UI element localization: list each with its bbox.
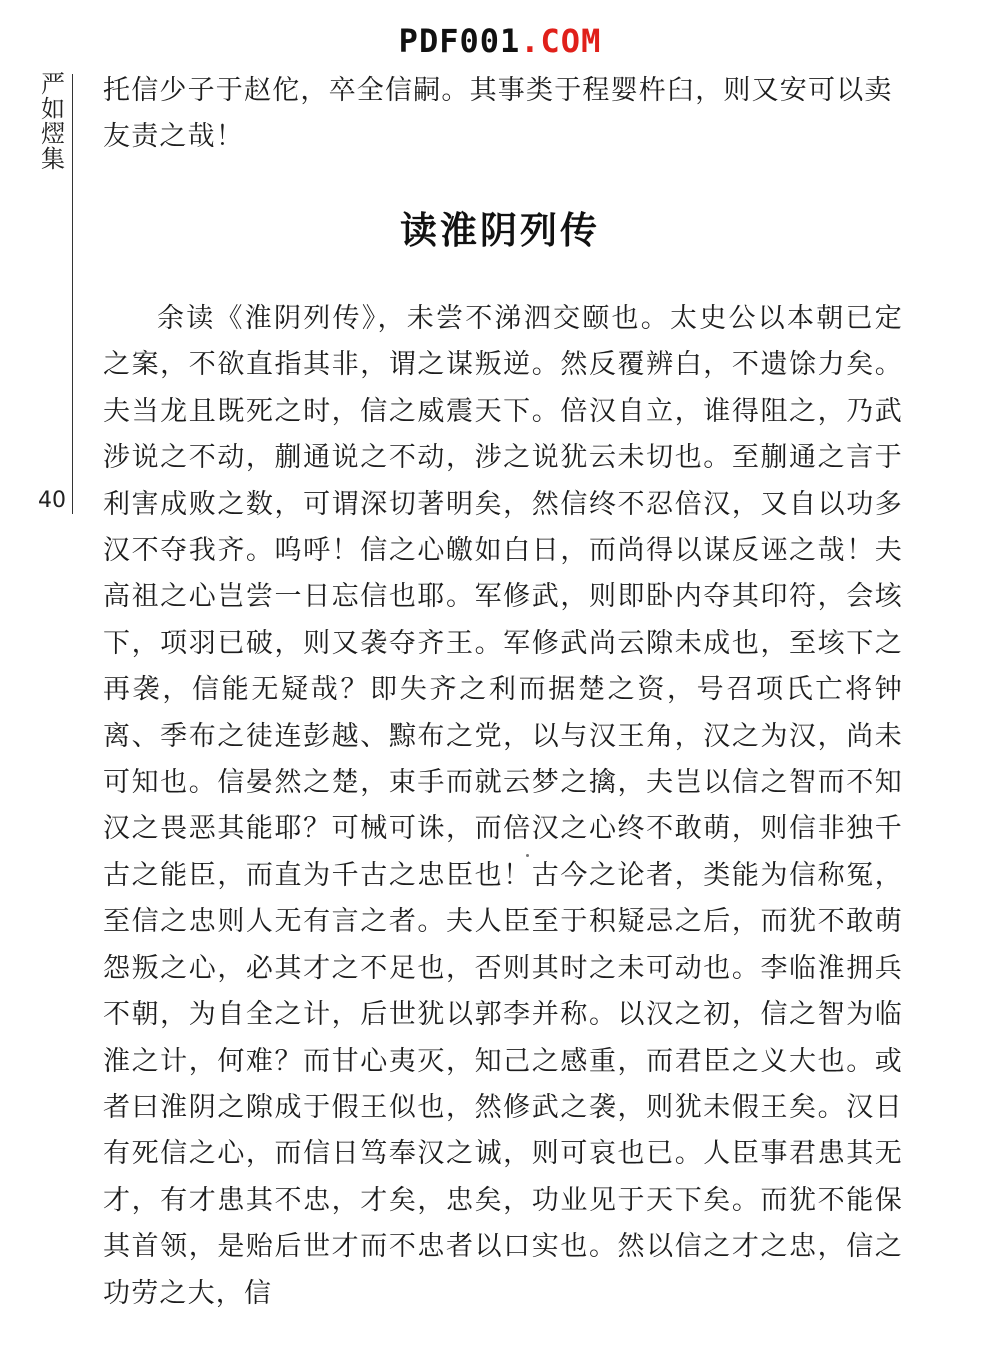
running-head-char: 集 [41,145,65,173]
running-head-char: 如 [41,95,65,123]
body-paragraph: 余读《淮阴列传》，未尝不涕泗交颐也。太史公以本朝已定之案，不欲直指其非，谓之谋叛逆。然反覆辨白，不遗馀力矣。夫当龙且既死之时，信之威震天下。倍汉自立，谁得阻之，乃武涉说之不动，蒯通说之不动，涉之说犹云未切也。至蒯通之言于利害成败之数，可谓深切著明矣，然信终不忍倍汉，又自以功多汉不夺我齐。呜呼！信之心皦如白日，而尚得以谋反诬之哉！夫高祖之心岂尝一日忘信也耶。军修武，则即卧内夺其印符，会垓下，项羽已破，则又袭夺齐王。军修武尚云隙未成也，至垓下之再袭，信能无疑哉？即失齐之利而据楚之资，号召项氏亡将钟离、季布之徒连彭越、黥布之党，以与汉王角，汉之为汉，尚未可知也。信晏然之楚，束手而就云梦之擒，夫岂以信之智而不知汉之畏恶其能耶？可械可诛，而倍汉之心终不敢萌，则信非独千古之能臣，而直为千古之忠臣也！古今之论者，类能为信称冤，至信之忠则人无有言之者。夫人臣至于积疑忌之后，而犹不敢萌怨叛之心，必其才之不足也，否则其时之未可动也。李临淮拥兵不朝，为自全之计，后世犹以郭李并称。以汉之初，信之智为临淮之计，何难？而甘心夷灭，知己之感重，而君臣之义大也。或者曰淮阴之隙成于假王似也，然修武之袭，则犹未假王矣。汉日有死信之心，而信日笃奉汉之诚，则可哀也已。人臣事君患其无才，有才患其不忠，才矣，忠矣，功业见于天下矣。而犹不能保其首领，是贻后世才而不忠者以口实也。然以信之才之忠，信之功劳之大，信 [103,303,903,1309]
page-number: 40 [38,488,66,513]
watermark-prefix: PDF001 [398,22,521,60]
running-head-char: 严 [41,70,65,98]
watermark-dot-com: .COM [520,22,602,60]
watermark-logo [0,22,1000,60]
continuation-paragraph: 托信少子于赵佗，卒全信嗣。其事类于程婴杵臼，则又安可以卖友责之哉！ [103,75,893,153]
section-title: 读淮阴列传 [400,209,600,252]
running-head [38,72,68,172]
scan-speck [526,854,529,857]
running-head-char: 熤 [41,120,65,148]
margin-rule [72,74,73,514]
